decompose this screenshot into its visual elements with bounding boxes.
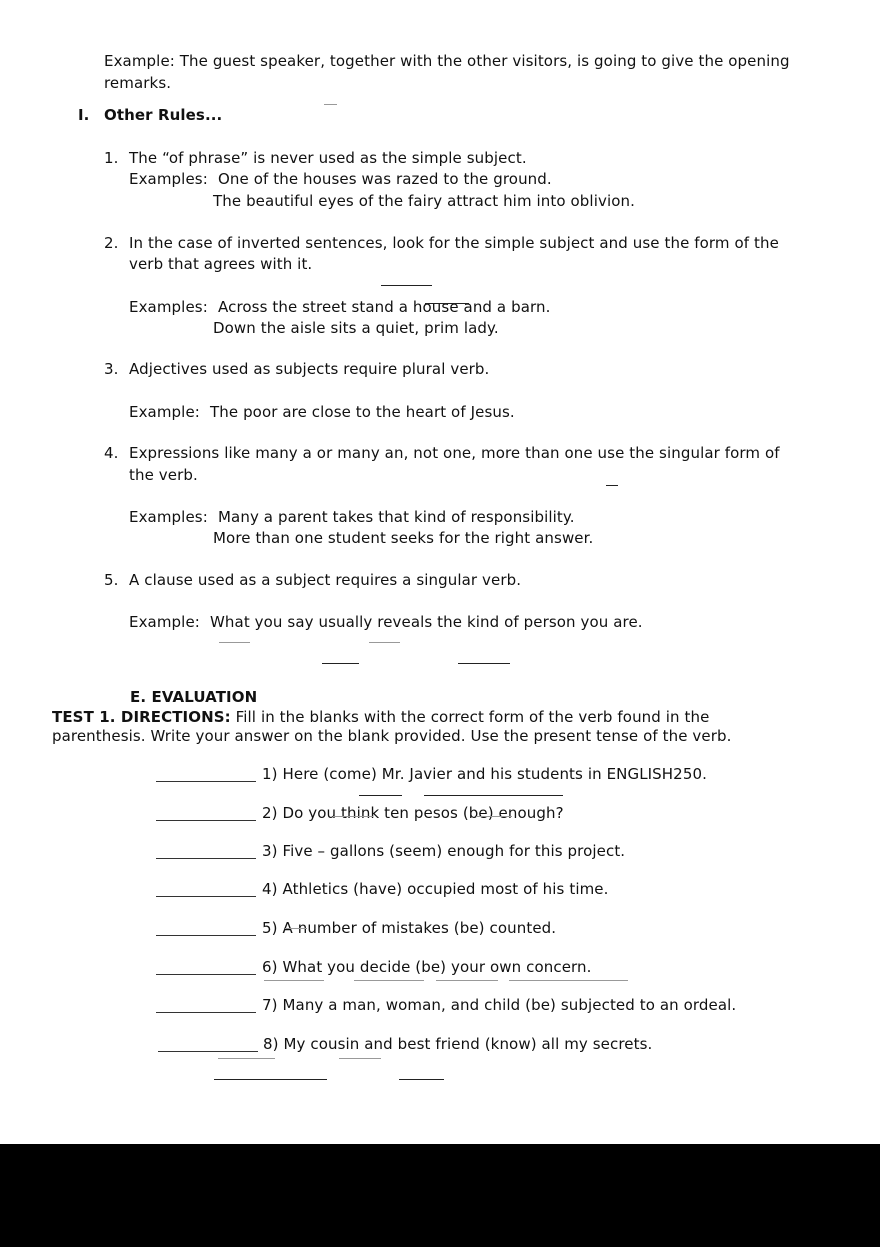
item-1 — [262, 764, 707, 784]
item-1-number: 1) — [262, 765, 278, 783]
rule-3-text: Adjectives used as subjects require plural verb. — [129, 360, 490, 378]
intro-example-line-1: Example: The guest speaker, together with the other visitors, is going to give the opening — [104, 52, 790, 70]
rule-4-examples-label: Examples: — [129, 508, 208, 526]
item-6-number: 6) — [262, 958, 278, 976]
intro-example-line-2: remarks. — [104, 74, 172, 92]
rule-2-example-1: Across the street stand a house and a barn. — [218, 298, 551, 316]
answer-blank-4[interactable] — [156, 896, 256, 897]
item-6 — [262, 957, 592, 977]
rule-4-text-line-2: the verb. — [129, 466, 198, 484]
item-2-number: 2) — [262, 804, 278, 822]
rule-3-number: 3. — [104, 360, 119, 378]
stray-underline-mark — [458, 663, 510, 664]
answer-blank-7[interactable] — [156, 1012, 256, 1013]
rule-4-example-2: More than one student seeks for the right answer. — [213, 529, 594, 547]
item-7-text: Many a man, woman, and child (be) subjected to an ordeal. — [282, 996, 737, 1014]
stray-underline-mark — [322, 663, 359, 664]
item-2-text: Do you think ten pesos (be) enough? — [282, 804, 564, 822]
stray-underline-mark — [214, 1079, 327, 1080]
answer-blank-5[interactable] — [156, 935, 256, 936]
stray-underline-mark — [509, 980, 628, 981]
rule-1-number: 1. — [104, 149, 119, 167]
strike-mark — [333, 816, 373, 817]
answer-blank-3[interactable] — [156, 858, 256, 859]
item-8 — [263, 1034, 652, 1054]
directions-label: TEST 1. DIRECTIONS: — [52, 708, 231, 726]
stray-underline-mark — [399, 1079, 444, 1080]
rule-1-text: The “of phrase” is never used as the simple subject. — [129, 149, 527, 167]
directions-text-1: Fill in the blanks with the correct form of the verb found in the — [230, 708, 710, 726]
answer-blank-2[interactable] — [156, 820, 256, 821]
answer-blank-1[interactable] — [156, 781, 256, 782]
item-3-number: 3) — [262, 842, 278, 860]
stray-underline-mark — [264, 980, 324, 981]
item-2 — [262, 803, 564, 823]
item-8-number: 8) — [263, 1035, 279, 1053]
rule-1-example-2: The beautiful eyes of the fairy attract him into oblivion. — [213, 192, 635, 210]
section-number: I. — [78, 106, 90, 124]
stray-underline-mark — [359, 795, 402, 796]
stray-underline-mark — [218, 1058, 275, 1059]
stray-underline-mark — [369, 642, 400, 643]
answer-blank-8[interactable] — [158, 1051, 258, 1052]
bottom-black-bar — [0, 1144, 880, 1247]
directions-line-2: parenthesis. Write your answer on the blank provided. Use the present tense of the verb. — [52, 727, 732, 745]
rule-3-example-label: Example: — [129, 403, 200, 421]
rule-4-text-line-1: Expressions like many a or many an, not one, more than one use the singular form of — [129, 444, 780, 462]
strike-mark — [476, 816, 512, 817]
rule-2-text-line-2: verb that agrees with it. — [129, 255, 313, 273]
rule-4-example-1: Many a parent takes that kind of responsibility. — [218, 508, 575, 526]
rule-3-example: The poor are close to the heart of Jesus. — [210, 403, 515, 421]
item-8-text: My cousin and best friend (know) all my secrets. — [283, 1035, 653, 1053]
item-4-text: Athletics (have) occupied most of his time. — [282, 880, 609, 898]
item-7-number: 7) — [262, 996, 278, 1014]
rule-5-example-label: Example: — [129, 613, 200, 631]
rule-5-example: What you say usually reveals the kind of person you are. — [210, 613, 643, 631]
stray-underline-mark — [424, 795, 563, 796]
item-3 — [262, 841, 625, 861]
rule-1-example-1: One of the houses was razed to the ground. — [218, 170, 552, 188]
stray-underline-mark — [339, 1058, 381, 1059]
stray-underline-mark — [354, 980, 424, 981]
rule-1-examples-label: Examples: — [129, 170, 208, 188]
answer-blank-6[interactable] — [156, 974, 256, 975]
item-3-text: Five – gallons (seem) enough for this project. — [282, 842, 626, 860]
item-4-number: 4) — [262, 880, 278, 898]
item-6-text: What you decide (be) your own concern. — [282, 958, 592, 976]
rule-5-text: A clause used as a subject requires a singular verb. — [129, 571, 522, 589]
rule-2-example-2: Down the aisle sits a quiet, prim lady. — [213, 319, 499, 337]
item-5-text: A number of mistakes (be) counted. — [282, 919, 557, 937]
strike-mark — [285, 928, 307, 929]
strike-mark-house — [425, 303, 469, 304]
item-7 — [262, 995, 736, 1015]
evaluation-heading: E. EVALUATION — [130, 688, 258, 706]
stray-underline-mark — [324, 104, 337, 105]
rule-2-number: 2. — [104, 234, 119, 252]
rule-5-number: 5. — [104, 571, 119, 589]
stray-underline-mark — [436, 980, 498, 981]
item-1-text: Here (come) Mr. Javier and his students in ENGLISH250. — [282, 765, 707, 783]
rule-2-text-line-1: In the case of inverted sentences, look for the simple subject and use the form of the — [129, 234, 779, 252]
item-5-number: 5) — [262, 919, 278, 937]
item-4 — [262, 879, 609, 899]
rule-4-number: 4. — [104, 444, 119, 462]
rule-2-examples-label: Examples: — [129, 298, 208, 316]
section-title: Other Rules... — [104, 106, 223, 124]
stray-underline-mark — [381, 285, 432, 286]
stray-underline-mark — [606, 485, 618, 486]
directions-line-1 — [52, 707, 709, 727]
stray-underline-mark — [219, 642, 250, 643]
